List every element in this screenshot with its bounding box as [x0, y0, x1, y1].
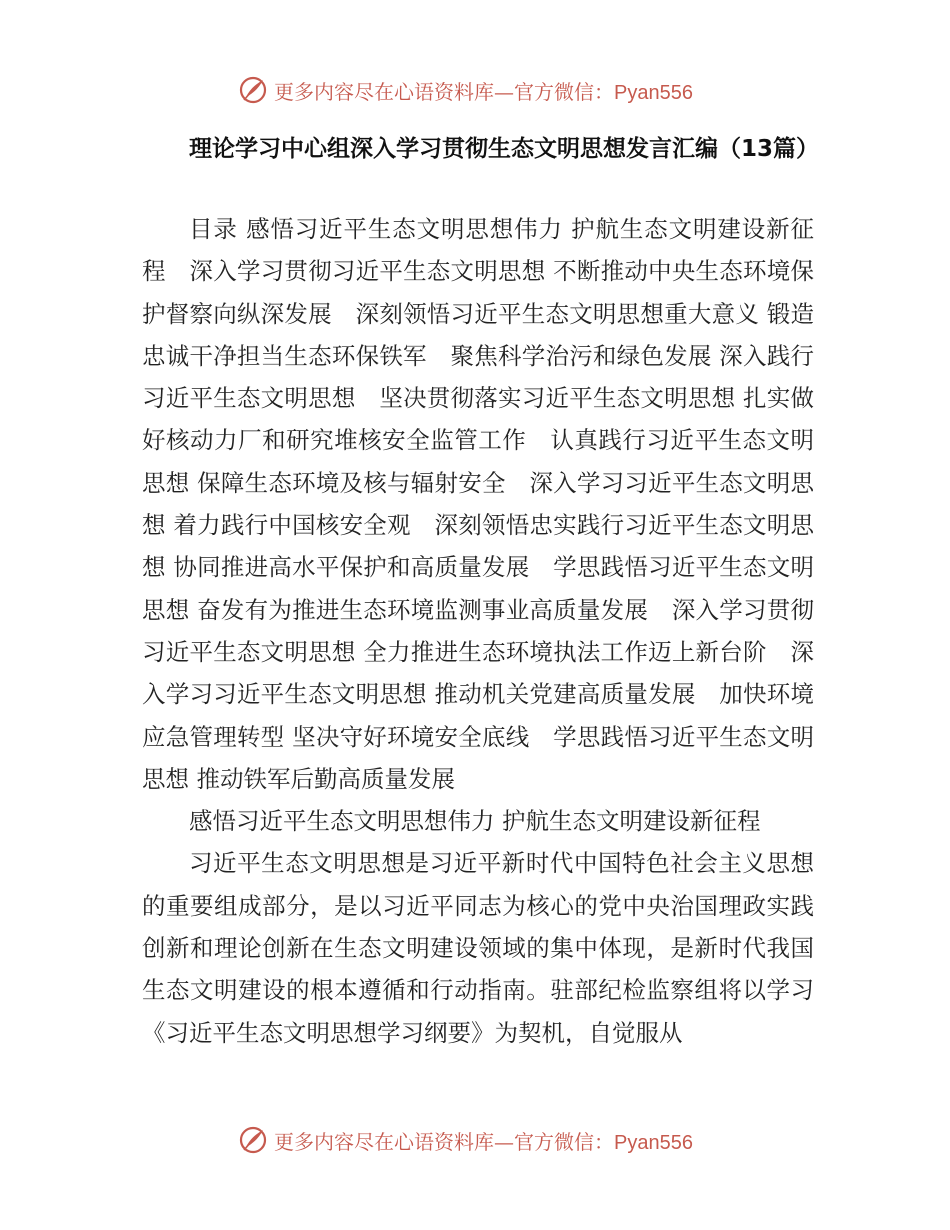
- toc-entry: 聚焦科学治污和绿色发展 深入践行习近平生态文明思想: [142, 341, 814, 413]
- document-body: [142, 208, 814, 1054]
- toc-entry: 加快环境应急管理转型 坚决守好环境安全底线: [142, 680, 814, 751]
- toc-entry: 深入学习习近平生态文明思想 推动机关党建高质量发展: [142, 637, 814, 709]
- toc-entry: 学思践悟习近平生态文明思想 推动铁军后勤高质量发展: [142, 722, 814, 793]
- table-of-contents: [142, 208, 814, 800]
- banner-text: 更多内容尽在心语资料库—官方微信：Pyan556: [274, 1129, 693, 1154]
- section-heading: 感悟习近平生态文明思想伟力 护航生态文明建设新征程: [189, 807, 761, 836]
- document-title: 理论学习中心组深入学习贯彻生态文明思想发言汇编（13篇）: [189, 136, 820, 162]
- toc-entry: 深入学习贯彻习近平生态文明思想 全力推进生态环境执法工作迈上新台阶: [142, 595, 814, 666]
- feather-logo-icon: [238, 1125, 268, 1155]
- toc-entry: 深刻领悟习近平生态文明思想重大意义 锻造忠诚干净担当生态环保铁军: [142, 299, 815, 370]
- header-watermark-banner: [0, 71, 950, 111]
- toc-entry: 深入学习习近平生态文明思想 着力践行中国核安全观: [142, 468, 814, 540]
- toc-entry: 学思践悟习近平生态文明思想 奋发有为推进生态环境监测事业高质量发展: [142, 553, 814, 624]
- toc-label: 目录: [189, 215, 238, 243]
- toc-entry: 感悟习近平生态文明思想伟力 护航生态文明建设新征程: [142, 215, 814, 286]
- body-paragraph: 习近平生态文明思想是习近平新时代中国特色社会主义思想的重要组成部分，是以习近平同志为核心的党中央治国理政实践创新和理论创新在生态文明建设领域的集中体现，是新时代我国生态文明建设的根本遵循和行动指南。驻部纪检监察组将以学习《习近平生态文明思想学习纲要》为契机，自觉服从: [142, 849, 814, 1047]
- toc-entry: 深入学习贯彻习近平生态文明思想 不断推动中央生态环境保护督察向纵深发展: [142, 257, 814, 328]
- toc-entry: 坚决贯彻落实习近平生态文明思想 扎实做好核动力厂和研究堆核安全监管工作: [142, 384, 815, 455]
- banner-text: 更多内容尽在心语资料库—官方微信：Pyan556: [274, 79, 693, 104]
- footer-watermark-banner: [0, 1121, 950, 1161]
- toc-entry: 认真践行习近平生态文明思想 保障生态环境及核与辐射安全: [142, 426, 815, 497]
- feather-logo-icon: [238, 75, 268, 105]
- toc-entry: 深刻领悟忠实践行习近平生态文明思想 协同推进高水平保护和高质量发展: [142, 511, 814, 582]
